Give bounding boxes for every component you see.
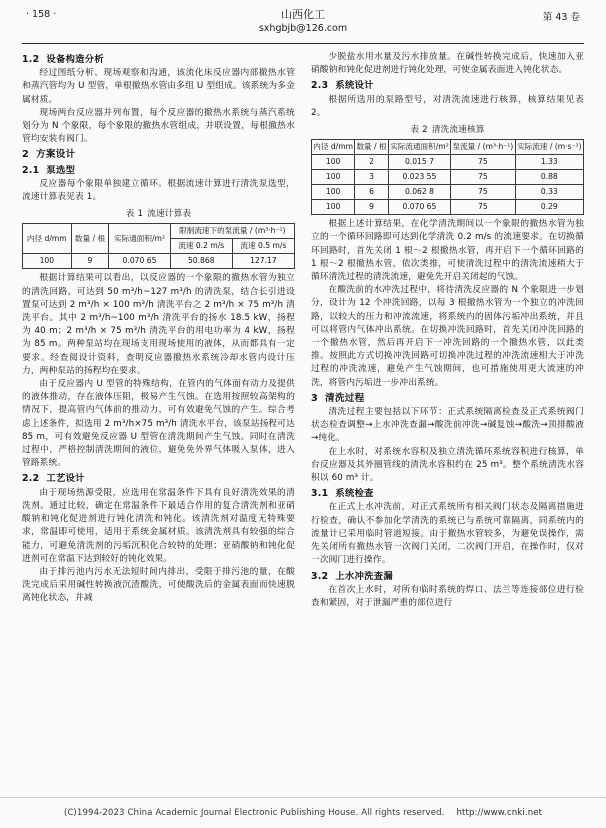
heading-3-2-title: 上水冲洗查漏	[335, 570, 393, 582]
table-header-row	[312, 140, 584, 155]
paragraph: 由于现场热源受限，应选用在常温条件下具有良好清洗效果的清洗剂。通过比较，确定在常温条件下最适合作用的复合清洗剂和亚硝酸钠和钝化促进剂进行钝化清洗和钝化。该清洗剂对温度无特殊要求，常温即可使用，适用于系统金属材质。该清洗剂具有较强的综合能力，可避免清洗剂的污垢沉积化合较特的处理；亚硝酸钠和钝化促进剂可在常温下达到较好的钝化效果。	[22, 487, 295, 564]
copyright-text: (C)1994-2023 China Academic Journal Electronic Publishing House. All rights reserved.	[63, 808, 445, 818]
paragraph: 清洗过程主要包括以下环节：正式系统隔离检查及正式系统阀门状态检查调整→上水冲洗查漏→酸洗前冲洗→碱复蚀→酸洗→顶排酸液→纯化。	[311, 407, 584, 444]
page-header	[0, 0, 606, 40]
table-1	[22, 223, 295, 269]
heading-2-3-title: 系统设计	[335, 80, 374, 92]
table-2-cell: 0.070 65	[388, 200, 450, 215]
table-1-cell: 127.17	[232, 254, 294, 269]
heading-3-1-number: 3.1	[311, 488, 329, 500]
table-2-header-cell: 实际流速 / (m·s⁻¹)	[515, 140, 583, 155]
heading-2-title: 方案设计	[35, 149, 76, 161]
table-2-cell: 0.33	[515, 185, 583, 200]
paragraph: 在上水时，对系统水容积及独立清洗循环系统容积进行核算，单台反应器及其外圈管线的清洗水容积约在 25 m³。整个系统清洗水容积以 60 m³ 计。	[311, 446, 584, 484]
paragraph: 在首次上水时，对所有临时系统的焊口、法兰等连接部位进行检查和紧固，对于泄漏严重的部位进行	[311, 584, 584, 608]
heading-2-1-title: 泵选型	[46, 164, 76, 176]
table-1-subheader-cell: 流速 0.2 m/s	[170, 239, 232, 254]
table-2-cell: 0.88	[515, 170, 583, 185]
heading-2-2-title: 工艺设计	[46, 473, 85, 485]
table-2-title: 清洗流速核算	[431, 125, 485, 136]
paragraph: 现场两台反应器并列布置，每个反应器的撤热水系统与蒸汽系统划分为 N 个象限，每个象限的撤热水管组成，并联设置，每根撤热水管均安装有阀门。	[22, 107, 295, 145]
table-2-cell: 75	[451, 170, 516, 185]
table-1-caption	[22, 208, 295, 221]
heading-3-title: 清洗过程	[324, 392, 365, 404]
heading-3-2-number: 3.2	[311, 570, 329, 582]
table-1-cell: 0.070 65	[109, 254, 170, 269]
journal-name: 山西化工	[281, 8, 325, 21]
heading-3-2	[311, 570, 584, 583]
paragraph: 反应器每个象限单独建立循环。根据流速计算进行清洗泵选型，流速计算表见表 1。	[22, 178, 295, 203]
table-2-cell: 1.33	[515, 155, 583, 170]
paragraph: 在正式上水冲洗前，对正式系统所有相关阀门状态及隔离措施进行检查，确认不参加化学清洗的系统已与系统可靠隔离，同系统内的流量计已采用临时管道短接。由于撤热水管较多，为避免误操作，需先关闭所有撤热水管一次阀门关闭，二次阀门开启，在操作时，仅对一次阀门进行操作。	[311, 502, 584, 566]
journal-email: sxhgbjb@126.com	[258, 23, 348, 34]
table-1-subheader-cell: 流速 0.5 m/s	[232, 239, 294, 254]
heading-1-2-title: 设备构造分析	[46, 54, 104, 65]
table-2-cell: 75	[451, 155, 516, 170]
table-2-cell: 100	[312, 200, 355, 215]
page-number: · 158 ·	[26, 9, 57, 20]
table-row	[312, 185, 584, 200]
heading-2-1	[22, 164, 295, 177]
paragraph: 由于排污池内污水无法短时间内排出，受限于排污池的量，在酸洗完成后采用碱性转换液沉渣酸洗，可使酸洗后的金属表面而快速脱离钝化状态，并减	[22, 566, 295, 604]
journal-title-block	[26, 8, 580, 36]
table-2-header-cell: 泵流量 / (m³·h⁻¹)	[451, 140, 516, 155]
table-2-header-cell: 数量 / 根	[355, 140, 389, 155]
table-1-cell: 50.868	[170, 254, 232, 269]
two-column-body	[0, 44, 606, 796]
table-row	[23, 254, 295, 269]
table-header-row	[23, 224, 295, 239]
paragraph: 根据计算结果可以看出，以反应器的一个象限的撤热水管为独立的清洗回路，可达到 50 m³/h~127 m³/h 的清洗泵，结合长引进设置泵可达到 2 m³/h × 100 m³/h 清洗平台之 2 m³/h × 75 m³/h 清洗平台。其中 2 m³/h~100 m³/h 清洗平台的扬水 18.5 kW，扬程为 40 m；2 m³/h × 75 m³/h 清洗平台的用电功率为 4 kW，扬程为 85 m。两种泵站均在现场支用现场使用的液体，从而都具有一定要求。经查阅设计资料，查明反应器撤热水系统冷却水管内设计压力，两种泵站的扬程均在要求。	[22, 273, 295, 376]
table-1-header-cell: 限制流速下的泵流量 / (m³·h⁻¹)	[170, 224, 294, 239]
heading-3-1-title: 系统检查	[335, 488, 374, 500]
table-1-header-cell: 实际通面积/m²	[109, 224, 170, 254]
left-column	[22, 51, 295, 796]
paragraph: 少脱盐水用水量及污水排放量。在碱性转换完成后，快速加入亚硝酸钠和钝化促进剂进行钝化处理，可使金属表面进入钝化状态。	[311, 52, 584, 76]
cnki-url[interactable]: http://www.cnki.net	[456, 808, 543, 818]
heading-1-2-number: 1.2	[22, 54, 40, 65]
heading-1-2	[22, 53, 295, 66]
table-1-number: 表 1	[125, 209, 144, 220]
heading-3	[311, 392, 584, 405]
heading-2-1-number: 2.1	[22, 164, 40, 176]
volume-label: 第 43 卷	[542, 12, 580, 23]
table-2-cell: 0.062 8	[388, 185, 450, 200]
heading-3-number: 3	[311, 392, 318, 404]
table-2-cell: 100	[312, 155, 355, 170]
heading-2-3	[311, 79, 584, 92]
table-2-header-cell: 内径 d/mm	[312, 140, 355, 155]
table-2-cell: 100	[312, 185, 355, 200]
table-1-header-cell: 数量 / 根	[71, 224, 109, 254]
table-2-cell: 0.015 7	[388, 155, 450, 170]
table-row	[312, 170, 584, 185]
paragraph: 根据所选用的泵路型号，对清洗流速进行核算，核算结果见表 2。	[311, 94, 584, 118]
heading-2-3-number: 2.3	[311, 80, 329, 92]
table-2-cell: 0.023 55	[388, 170, 450, 185]
table-2-header-cell: 实际流通面积/m²	[388, 140, 450, 155]
paragraph: 经过图纸分析、现场观察和沟通，该流化床反应器内部撤热水管和蒸汽管均为 U 型管，单根撤热水管由多组 U 型组成。该系统为多金属材质。	[22, 68, 295, 105]
table-row	[312, 200, 584, 215]
table-2-number: 表 2	[410, 125, 428, 136]
paragraph: 根据上述计算结果，在化学清洗期间以一个象限的撤热水管为独立的一个循环回路即可达到化学清洗 0.2 m/s 的流速要求。在切换循环回路时，首先关闭 1 根～2 根撤热水管，再开启下一个循环回路的 1 根～2 根撤热水管，依次类推，可使清洗过程中的清洗流速稍大于循环清洗过程的清洗流速，避免先开启关闭起的气蚀。	[311, 219, 584, 283]
table-1-header-cell: 内径 d/mm	[23, 224, 72, 254]
heading-3-1	[311, 487, 584, 500]
table-row	[312, 155, 584, 170]
table-1-title: 流速计算表	[147, 209, 192, 220]
table-2-cell: 3	[355, 170, 389, 185]
heading-2-2-number: 2.2	[22, 473, 40, 485]
heading-2	[22, 148, 295, 161]
table-2-cell: 100	[312, 170, 355, 185]
table-2-cell: 75	[451, 185, 516, 200]
table-2-cell: 6	[355, 185, 389, 200]
heading-2-number: 2	[22, 149, 29, 161]
table-2-cell: 0.29	[515, 200, 583, 215]
table-2-caption	[311, 124, 584, 137]
right-column	[311, 51, 584, 796]
table-2	[311, 139, 584, 215]
table-2-cell: 9	[355, 200, 389, 215]
table-2-cell: 75	[451, 200, 516, 215]
paragraph: 由于反应器内 U 型管的特殊结构，在管内的气体面有动力及提供的液体推动，存在液体压阻，极易产生气蚀。在选用按照较高架构的情况下，提高管内气体前的推动力，可有效避免气蚀的产生。综合考虑上述条件，拟选用 2 m³/h×75 m³/h 清洗水平台，该泵站扬程可达 85 m，可有效避免反应器 U 型管在清洗期间产生气蚀。同时在清洗过程中，严格控制清洗期间的液位，避免免外界气体吸入泵体，进入管路系统。	[22, 379, 295, 469]
paragraph: 在酸洗前的水冲洗过程中，将待清洗反应器的 N 个象限进一步划分，设计为 12 个冲洗回路，以每 3 根撤热水管为一个独立的冲洗回路，以较大的压力和冲流流速，将系统内的固体污垢冲出系统，并且可以将管内气体冲出系统。在切换冲洗回路时，首先关闭冲洗回路的一个撤热水管，然后再开启下一冲洗回路的一个撤热水管，以此类推。按照此方式切换冲洗回路可切换冲洗过程的冲洗流速相大于冲洗过程的冲洗流速，避免产生气蚀期间，也可措施使用更大流速的冲洗，将管内污垢进一步冲出系统。	[311, 285, 584, 388]
table-1-cell: 100	[23, 254, 72, 269]
table-1-cell: 9	[71, 254, 109, 269]
page-footer	[0, 797, 606, 828]
table-2-cell: 2	[355, 155, 389, 170]
heading-2-2	[22, 472, 295, 485]
